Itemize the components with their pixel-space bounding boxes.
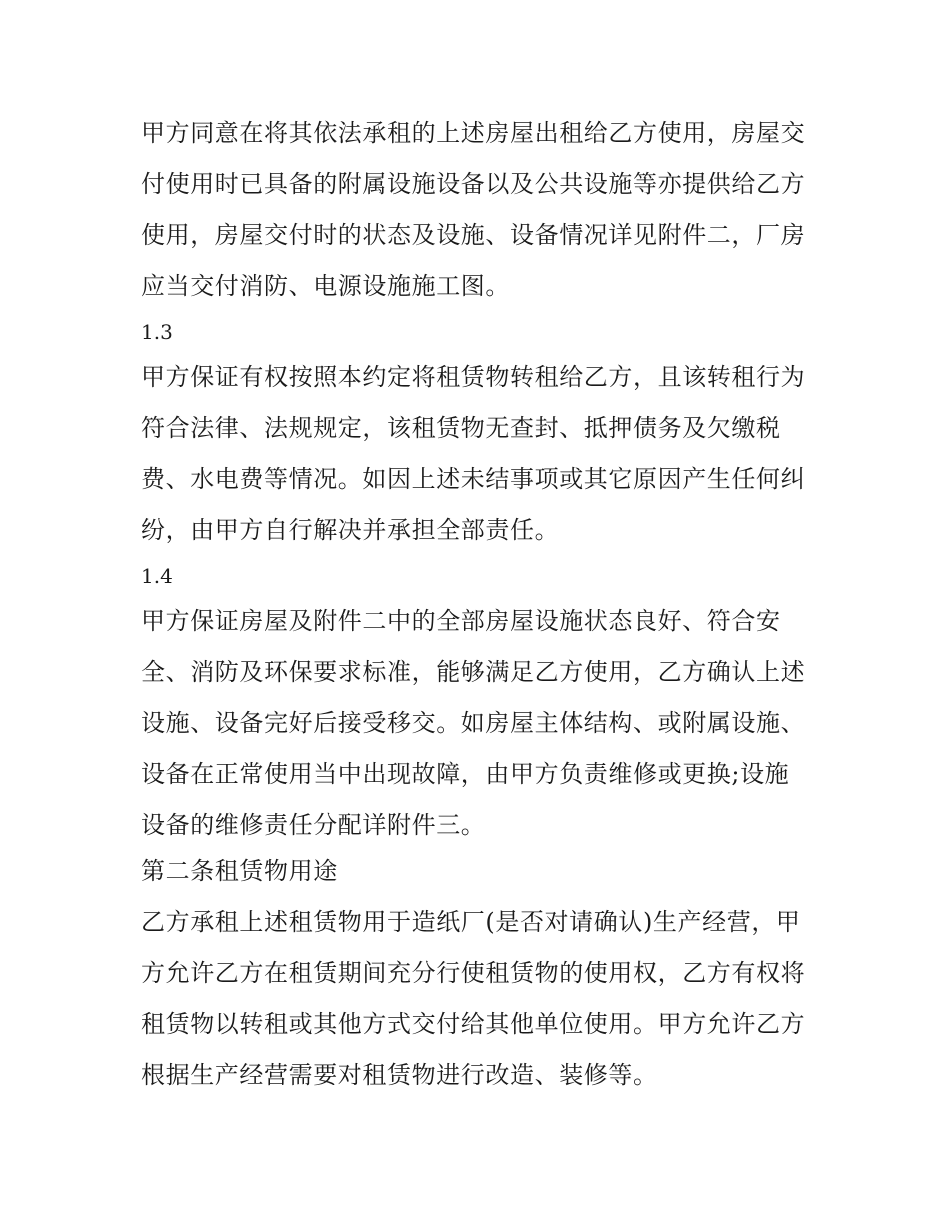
section-heading-lease-purpose: 第二条租赁物用途 — [141, 857, 338, 885]
text-line: 纷，由甲方自行解决并承担全部责任。 — [141, 516, 560, 544]
text-line: 甲方保证房屋及附件二中的全部房屋设施状态良好、符合安 — [141, 607, 781, 635]
text-line: 设施、设备完好后接受移交。如房屋主体结构、或附属设施、 — [141, 709, 806, 737]
paragraph-lease-purpose — [141, 897, 817, 1101]
text-line: 租赁物以转租或其他方式交付给其他单位使用。甲方允许乙方 — [141, 1010, 806, 1038]
paragraph-sublease-guarantee — [141, 352, 817, 556]
text-line: 甲方保证有权按照本约定将租赁物转租给乙方，且该转租行为 — [141, 363, 806, 391]
paragraph-facility-condition — [141, 596, 817, 851]
text-line: 设备的维修责任分配详附件三。 — [141, 811, 486, 839]
text-line: 乙方承租上述租赁物用于造纸厂(是否对请确认)生产经营，甲 — [141, 908, 801, 936]
text-line: 使用，房屋交付时的状态及设施、设备情况详见附件二，厂房 — [141, 221, 806, 249]
document-body — [141, 108, 817, 1101]
text-line: 符合法律、法规规定，该租赁物无查封、抵押债务及欠缴税 — [141, 414, 781, 442]
paragraph-premises-delivery — [141, 108, 817, 312]
text-line: 设备在正常使用当中出现故障，由甲方负责维修或更换;设施 — [141, 760, 790, 788]
clause-number-1-3: 1.3 — [141, 320, 173, 344]
text-line: 甲方同意在将其依法承租的上述房屋出租给乙方使用，房屋交 — [141, 119, 806, 147]
text-line: 全、消防及环保要求标准，能够满足乙方使用，乙方确认上述 — [141, 658, 806, 686]
text-line: 付使用时已具备的附属设施设备以及公共设施等亦提供给乙方 — [141, 170, 806, 198]
text-line: 根据生产经营需要对租赁物进行改造、装修等。 — [141, 1061, 658, 1089]
clause-number-1-4: 1.4 — [141, 564, 173, 588]
text-line: 费、水电费等情况。如因上述未结事项或其它原因产生任何纠 — [141, 465, 806, 493]
text-line: 应当交付消防、电源设施施工图。 — [141, 272, 510, 300]
text-line: 方允许乙方在租赁期间充分行使租赁物的使用权，乙方有权将 — [141, 959, 806, 987]
